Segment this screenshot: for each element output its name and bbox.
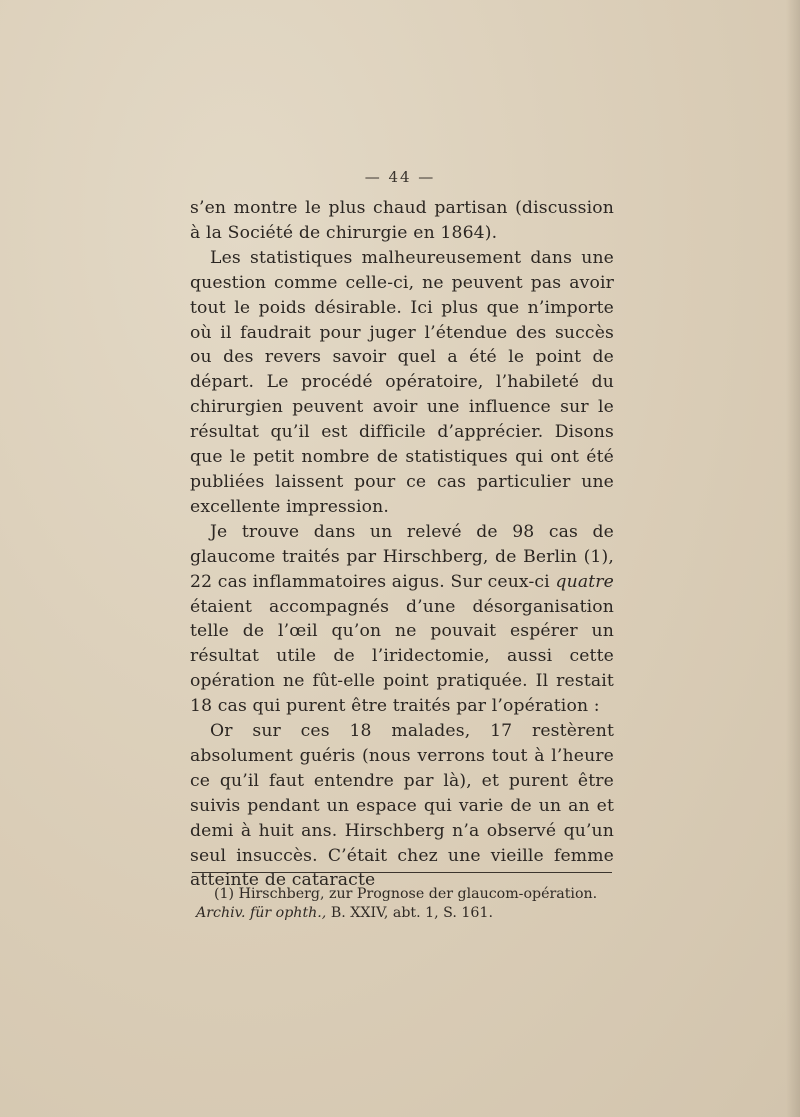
page-number-header: — 44 — (364, 168, 436, 186)
paragraph-3-after: étaient accompagnés d’une désorganisation telle de l’œil qu’on ne pouvait espérer un résultat utile de l’iridectomie, aussi cette opération ne fût-elle point pratiquée. Il restait 18 cas qui purent être traités par l’opération : (190, 596, 614, 717)
footnote-volume: B. XXIV, abt. 1, S. 161. (326, 905, 493, 921)
paragraph-1: s’en montre le plus chaud partisan (discussion à la Société de chirurgie en 1864). (190, 198, 614, 243)
footnote-separator (192, 872, 612, 873)
body-text (190, 196, 614, 893)
footnote-journal: Archiv. für ophth., (196, 905, 327, 921)
footnote (196, 885, 626, 923)
footnote-citation: (1) Hirschberg, zur Prognose der glaucom-opération. (214, 886, 598, 902)
paragraph-2: Les statistiques malheureusement dans une question comme celle-ci, ne peuvent pas avoir tout le poids désirable. Ici plus que n’importe où il faudrait pour juger l’étendue des succès ou des revers savoir quel a été le point de départ. Le procédé opératoire, l’habileté du chirurgien peuvent avoir une influence sur le résultat qu’il est difficile d’apprécier. Disons que le petit nombre de statistiques qui ont été publiées laissent pour ce cas particulier une excellente impression. (190, 247, 614, 517)
paragraph-3 (190, 520, 614, 719)
paragraph-4: Or sur ces 18 malades, 17 restèrent absolument guéris (nous verrons tout à l’heure ce qu’il faut entendre par là), et purent être suivis pendant un espace qui varie de un an et demi à huit ans. Hirschberg n’a observé qu’un seul insuccès. C’était chez une vieille femme atteinte de cataracte (190, 721, 614, 891)
paragraph-3-emphasis: quatre (555, 571, 614, 592)
footnote-reference (196, 904, 626, 923)
paragraph-3-before: Je trouve dans un relevé de 98 cas de glaucome traités par Hirschberg, de Berlin (1), 22 cas inflammatoires aigus. Sur ceux-ci (190, 521, 614, 592)
